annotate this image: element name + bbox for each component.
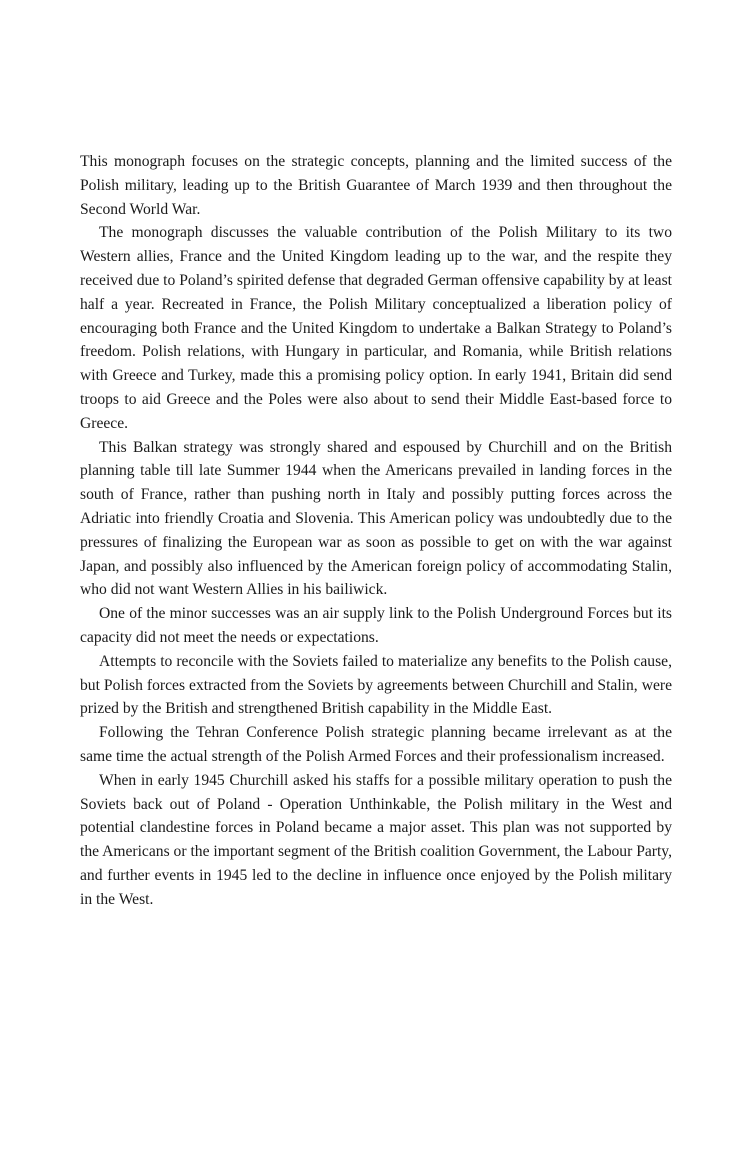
paragraph-air-supply: One of the minor successes was an air supply link to the Polish Underground Forces but its capacity did not meet the needs or expectations. <box>80 605 672 646</box>
paragraph-unthinkable: When in early 1945 Churchill asked his staffs for a possible military operation to push the Soviets back out of Poland - Operation Unthinkable, the Polish military in the West and potential clandestine forces in Poland became a major asset. This plan was not supported by the Americans or the important segment of the British coalition Government, the Labour Party, and further events in 1945 led to the decline in influence once enjoyed by the Polish military in the West. <box>80 771 672 908</box>
paragraph-tehran: Following the Tehran Conference Polish strategic planning became irrelevant as at the same time the actual strength of the Polish Armed Forces and their professionalism increased. <box>80 724 672 765</box>
paragraph-balkan-strategy: This Balkan strategy was strongly shared and espoused by Churchill and on the British planning table till late Summer 1944 when the Americans prevailed in landing forces in the south of France, rather than pushing north in Italy and possibly putting forces across the Adriatic into friendly Croatia and Slovenia. This American policy was undoubtedly due to the pressures of finalizing the European war as soon as possible to get on with the war against Japan, and possibly also influenced by the American foreign policy of accommodating Stalin, who did not want Western Allies in his bailiwick. <box>80 438 672 599</box>
paragraph-soviets: Attempts to reconcile with the Soviets failed to materialize any benefits to the Polish cause, but Polish forces extracted from the Soviets by agreements between Churchill and Stalin, were prized by the British and strengthened British capability in the Middle East. <box>80 652 672 718</box>
document-body <box>80 150 672 912</box>
paragraph-contribution: The monograph discusses the valuable contribution of the Polish Military to its two Western allies, France and the United Kingdom leading up to the war, and the respite they received due to Poland’s spirited defense that degraded German offensive capability by at least half a year. Recreated in France, the Polish Military conceptualized a liberation policy of encouraging both France and the United Kingdom to undertake a Balkan Strategy to Poland’s freedom. Polish relations, with Hungary in particular, and Romania, while British relations with Greece and Turkey, made this a promising policy option. In early 1941, Britain did send troops to aid Greece and the Poles were also about to send their Middle East-based force to Greece. <box>80 224 672 432</box>
paragraph-intro: This monograph focuses on the strategic concepts, planning and the limited success of the Polish military, leading up to the British Guarantee of March 1939 and then throughout the Second World War. <box>80 153 672 218</box>
